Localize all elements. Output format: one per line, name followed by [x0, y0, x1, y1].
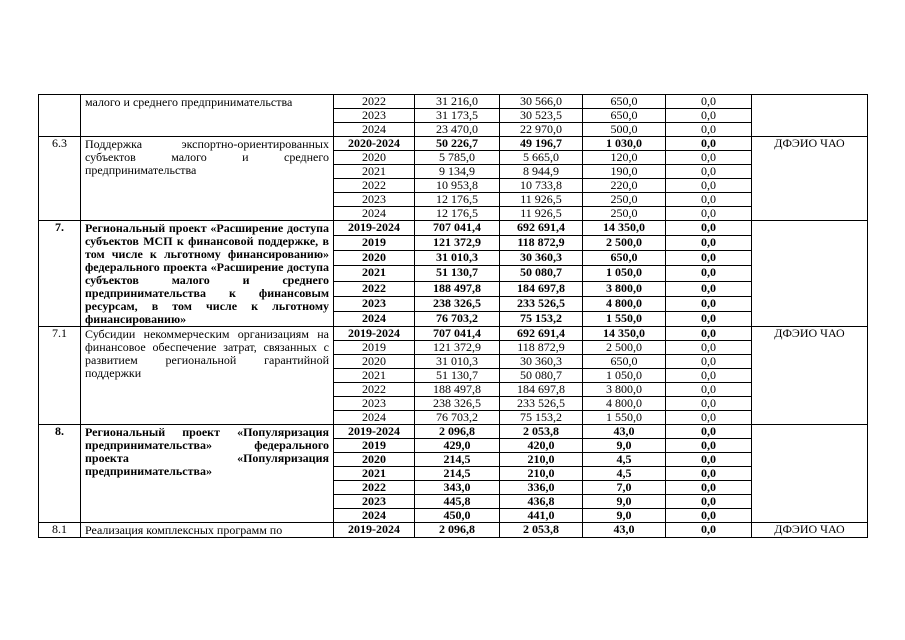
- period-cell: 2019: [334, 439, 415, 453]
- total-cell: 51 130,7: [415, 266, 500, 281]
- budget-municipal-cell: 250,0: [583, 207, 666, 221]
- table-row: [39, 95, 868, 109]
- budget-municipal-cell: 1 550,0: [583, 311, 666, 326]
- responsible-executor: [752, 425, 868, 523]
- period-cell: 2019-2024: [334, 327, 415, 341]
- budget-district-cell: 50 080,7: [500, 369, 583, 383]
- budget-district-cell: 30 523,5: [500, 109, 583, 123]
- period-cell: 2024: [334, 207, 415, 221]
- extra-budget-cell: 0,0: [666, 311, 752, 326]
- period-cell: 2024: [334, 123, 415, 137]
- budget-municipal-cell: 4 800,0: [583, 296, 666, 311]
- activity-title: Субсидии некоммерческим организациям на финансовое обеспечение затрат, связанных с развитием региональной гарантийной поддержки: [81, 327, 334, 425]
- budget-municipal-cell: 120,0: [583, 151, 666, 165]
- row-number: 6.3: [39, 137, 81, 221]
- budget-district-cell: 8 944,9: [500, 165, 583, 179]
- budget-municipal-cell: 9,0: [583, 495, 666, 509]
- row-number: 7.: [39, 221, 81, 327]
- extra-budget-cell: 0,0: [666, 296, 752, 311]
- activity-title: Реализация комплексных программ по: [81, 523, 334, 538]
- extra-budget-cell: 0,0: [666, 509, 752, 523]
- budget-district-cell: 420,0: [500, 439, 583, 453]
- extra-budget-cell: 0,0: [666, 523, 752, 538]
- extra-budget-cell: 0,0: [666, 193, 752, 207]
- budget-municipal-cell: 3 800,0: [583, 383, 666, 397]
- extra-budget-cell: 0,0: [666, 327, 752, 341]
- total-cell: 51 130,7: [415, 369, 500, 383]
- total-cell: 31 010,3: [415, 251, 500, 266]
- budget-district-cell: 50 080,7: [500, 266, 583, 281]
- budget-municipal-cell: 1 050,0: [583, 369, 666, 383]
- budget-municipal-cell: 1 030,0: [583, 137, 666, 151]
- budget-district-cell: 118 872,9: [500, 341, 583, 355]
- budget-district-cell: 11 926,5: [500, 207, 583, 221]
- budget-municipal-cell: 650,0: [583, 251, 666, 266]
- budget-district-cell: 233 526,5: [500, 296, 583, 311]
- budget-district-cell: 336,0: [500, 481, 583, 495]
- budget-district-cell: 441,0: [500, 509, 583, 523]
- total-cell: 121 372,9: [415, 341, 500, 355]
- total-cell: 31 173,5: [415, 109, 500, 123]
- period-cell: 2023: [334, 109, 415, 123]
- extra-budget-cell: 0,0: [666, 355, 752, 369]
- total-cell: 445,8: [415, 495, 500, 509]
- table-row: [39, 523, 868, 538]
- total-cell: 343,0: [415, 481, 500, 495]
- extra-budget-cell: 0,0: [666, 266, 752, 281]
- total-cell: 238 326,5: [415, 296, 500, 311]
- budget-municipal-cell: 14 350,0: [583, 221, 666, 236]
- extra-budget-cell: 0,0: [666, 453, 752, 467]
- period-cell: 2020-2024: [334, 137, 415, 151]
- total-cell: 5 785,0: [415, 151, 500, 165]
- budget-municipal-cell: 650,0: [583, 95, 666, 109]
- extra-budget-cell: 0,0: [666, 251, 752, 266]
- total-cell: 31 010,3: [415, 355, 500, 369]
- total-cell: 2 096,8: [415, 425, 500, 439]
- budget-district-cell: 75 153,2: [500, 311, 583, 326]
- budget-district-cell: 210,0: [500, 467, 583, 481]
- period-cell: 2019: [334, 236, 415, 251]
- budget-municipal-cell: 2 500,0: [583, 236, 666, 251]
- budget-municipal-cell: 2 500,0: [583, 341, 666, 355]
- period-cell: 2022: [334, 179, 415, 193]
- row-number: [39, 95, 81, 137]
- period-cell: 2019-2024: [334, 221, 415, 236]
- extra-budget-cell: 0,0: [666, 95, 752, 109]
- total-cell: 429,0: [415, 439, 500, 453]
- total-cell: 188 497,8: [415, 383, 500, 397]
- period-cell: 2022: [334, 281, 415, 296]
- budget-district-cell: 2 053,8: [500, 523, 583, 538]
- total-cell: 238 326,5: [415, 397, 500, 411]
- extra-budget-cell: 0,0: [666, 137, 752, 151]
- period-cell: 2020: [334, 151, 415, 165]
- total-cell: 31 216,0: [415, 95, 500, 109]
- total-cell: 50 226,7: [415, 137, 500, 151]
- table-row: [39, 425, 868, 439]
- extra-budget-cell: 0,0: [666, 411, 752, 425]
- budget-municipal-cell: 500,0: [583, 123, 666, 137]
- activity-title: малого и среднего предпринимательства: [81, 95, 334, 137]
- budget-municipal-cell: 4,5: [583, 467, 666, 481]
- activity-title: Региональный проект «Популяризация предпринимательства» федерального проекта «Популяризация предпринимательства»: [81, 425, 334, 523]
- budget-district-cell: 10 733,8: [500, 179, 583, 193]
- total-cell: 76 703,2: [415, 311, 500, 326]
- activity-title: Поддержка экспортно-ориентированных субъектов малого и среднего предпринимательства: [81, 137, 334, 221]
- table-row: [39, 327, 868, 341]
- extra-budget-cell: 0,0: [666, 109, 752, 123]
- extra-budget-cell: 0,0: [666, 495, 752, 509]
- period-cell: 2024: [334, 509, 415, 523]
- document-page: [38, 94, 867, 538]
- total-cell: 9 134,9: [415, 165, 500, 179]
- activity-title: Региональный проект «Расширение доступа субъектов МСП к финансовой поддержке, в том числе к льготному финансированию» федерального проекта «Расширение доступа субъектов малого и среднего предпринимательства к финансовым ресурсам, в том числе к льготному финансированию»: [81, 221, 334, 327]
- budget-municipal-cell: 650,0: [583, 355, 666, 369]
- responsible-executor: ДФЭИО ЧАО: [752, 137, 868, 221]
- extra-budget-cell: 0,0: [666, 165, 752, 179]
- period-cell: 2021: [334, 369, 415, 383]
- extra-budget-cell: 0,0: [666, 383, 752, 397]
- table-row: [39, 137, 868, 151]
- extra-budget-cell: 0,0: [666, 179, 752, 193]
- budget-district-cell: 184 697,8: [500, 281, 583, 296]
- extra-budget-cell: 0,0: [666, 281, 752, 296]
- row-number: 8.1: [39, 523, 81, 538]
- extra-budget-cell: 0,0: [666, 236, 752, 251]
- period-cell: 2022: [334, 481, 415, 495]
- total-cell: 707 041,4: [415, 327, 500, 341]
- table-body: [39, 95, 868, 538]
- extra-budget-cell: 0,0: [666, 123, 752, 137]
- total-cell: 450,0: [415, 509, 500, 523]
- budget-district-cell: 184 697,8: [500, 383, 583, 397]
- total-cell: 214,5: [415, 453, 500, 467]
- budget-municipal-cell: 190,0: [583, 165, 666, 179]
- budget-district-cell: 30 566,0: [500, 95, 583, 109]
- budget-district-cell: 692 691,4: [500, 327, 583, 341]
- period-cell: 2021: [334, 467, 415, 481]
- extra-budget-cell: 0,0: [666, 341, 752, 355]
- budget-district-cell: 30 360,3: [500, 251, 583, 266]
- period-cell: 2022: [334, 383, 415, 397]
- extra-budget-cell: 0,0: [666, 397, 752, 411]
- budget-district-cell: 210,0: [500, 453, 583, 467]
- period-cell: 2019-2024: [334, 523, 415, 538]
- total-cell: 188 497,8: [415, 281, 500, 296]
- budget-municipal-cell: 250,0: [583, 193, 666, 207]
- budget-municipal-cell: 650,0: [583, 109, 666, 123]
- extra-budget-cell: 0,0: [666, 221, 752, 236]
- responsible-executor: ДФЭИО ЧАО: [752, 327, 868, 425]
- table-row: [39, 221, 868, 236]
- budget-municipal-cell: 1 550,0: [583, 411, 666, 425]
- row-number: 8.: [39, 425, 81, 523]
- budget-municipal-cell: 9,0: [583, 509, 666, 523]
- total-cell: 214,5: [415, 467, 500, 481]
- row-number: 7.1: [39, 327, 81, 425]
- extra-budget-cell: 0,0: [666, 207, 752, 221]
- budget-municipal-cell: 43,0: [583, 425, 666, 439]
- period-cell: 2023: [334, 495, 415, 509]
- total-cell: 10 953,8: [415, 179, 500, 193]
- total-cell: 707 041,4: [415, 221, 500, 236]
- budget-municipal-cell: 43,0: [583, 523, 666, 538]
- total-cell: 12 176,5: [415, 193, 500, 207]
- total-cell: 76 703,2: [415, 411, 500, 425]
- extra-budget-cell: 0,0: [666, 151, 752, 165]
- period-cell: 2024: [334, 311, 415, 326]
- extra-budget-cell: 0,0: [666, 369, 752, 383]
- responsible-executor: [752, 95, 868, 137]
- budget-district-cell: 22 970,0: [500, 123, 583, 137]
- budget-district-cell: 11 926,5: [500, 193, 583, 207]
- budget-district-cell: 692 691,4: [500, 221, 583, 236]
- budget-district-cell: 233 526,5: [500, 397, 583, 411]
- budget-municipal-cell: 7,0: [583, 481, 666, 495]
- budget-municipal-cell: 1 050,0: [583, 266, 666, 281]
- period-cell: 2020: [334, 355, 415, 369]
- budget-municipal-cell: 3 800,0: [583, 281, 666, 296]
- total-cell: 2 096,8: [415, 523, 500, 538]
- extra-budget-cell: 0,0: [666, 481, 752, 495]
- extra-budget-cell: 0,0: [666, 467, 752, 481]
- financing-table: [38, 94, 868, 538]
- period-cell: 2023: [334, 193, 415, 207]
- budget-district-cell: 118 872,9: [500, 236, 583, 251]
- period-cell: 2024: [334, 411, 415, 425]
- budget-municipal-cell: 14 350,0: [583, 327, 666, 341]
- extra-budget-cell: 0,0: [666, 439, 752, 453]
- budget-municipal-cell: 4,5: [583, 453, 666, 467]
- period-cell: 2023: [334, 397, 415, 411]
- period-cell: 2019: [334, 341, 415, 355]
- budget-municipal-cell: 220,0: [583, 179, 666, 193]
- period-cell: 2020: [334, 251, 415, 266]
- budget-district-cell: 30 360,3: [500, 355, 583, 369]
- responsible-executor: [752, 221, 868, 327]
- period-cell: 2021: [334, 266, 415, 281]
- budget-district-cell: 436,8: [500, 495, 583, 509]
- period-cell: 2021: [334, 165, 415, 179]
- total-cell: 12 176,5: [415, 207, 500, 221]
- period-cell: 2023: [334, 296, 415, 311]
- budget-district-cell: 75 153,2: [500, 411, 583, 425]
- period-cell: 2022: [334, 95, 415, 109]
- budget-municipal-cell: 4 800,0: [583, 397, 666, 411]
- period-cell: 2020: [334, 453, 415, 467]
- budget-district-cell: 2 053,8: [500, 425, 583, 439]
- extra-budget-cell: 0,0: [666, 425, 752, 439]
- period-cell: 2019-2024: [334, 425, 415, 439]
- total-cell: 23 470,0: [415, 123, 500, 137]
- budget-municipal-cell: 9,0: [583, 439, 666, 453]
- budget-district-cell: 49 196,7: [500, 137, 583, 151]
- budget-district-cell: 5 665,0: [500, 151, 583, 165]
- responsible-executor: ДФЭИО ЧАО: [752, 523, 868, 538]
- total-cell: 121 372,9: [415, 236, 500, 251]
